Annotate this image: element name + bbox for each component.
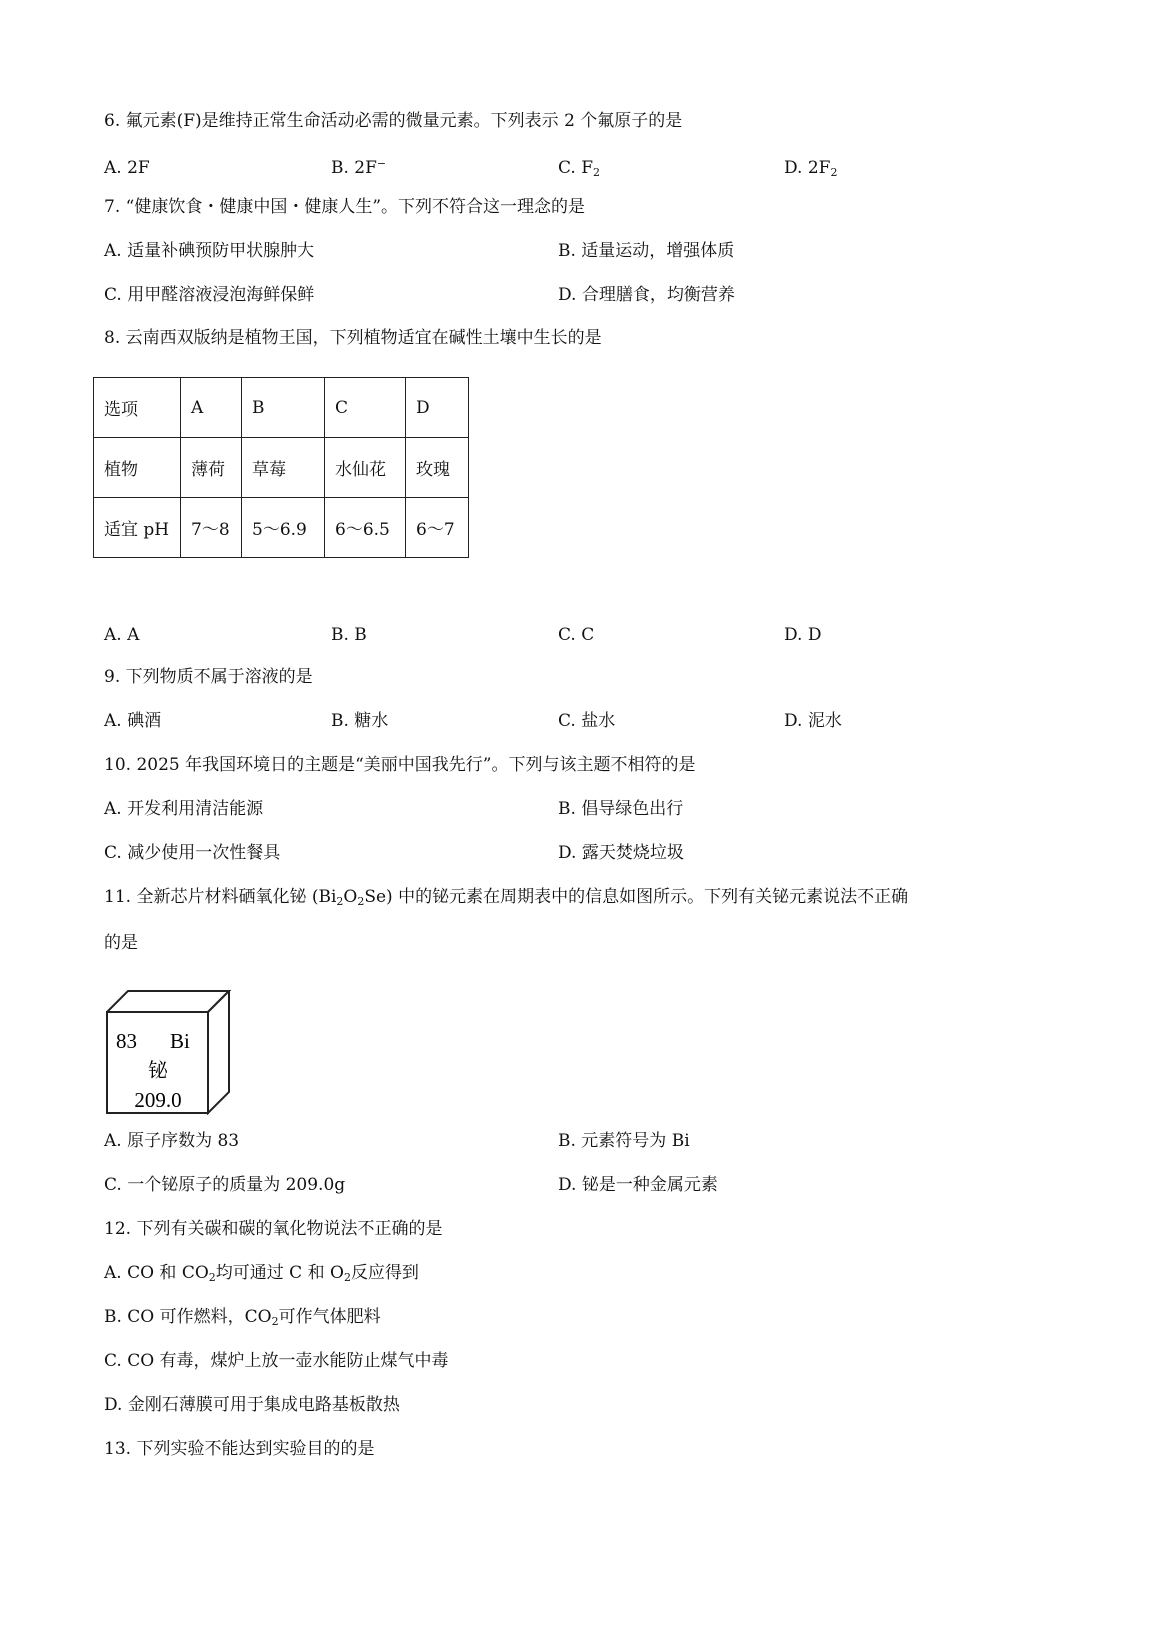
q6-option-b-sup: − [376,157,387,170]
q9-option-a: A. 碘酒 [104,711,162,731]
q6-option-d [784,158,837,178]
q12-option-a [104,1263,419,1283]
table-row [94,498,469,558]
table-cell: 5～6.9 [242,498,325,558]
q7-option-b: B. 适量运动，增强体质 [558,241,735,261]
q8-option-c: C. C [558,625,595,645]
q6-option-d-text: D. 2F [784,158,831,178]
element-mass: 209.0 [134,1088,182,1112]
table-cell: 草莓 [242,438,325,498]
q11-stem [104,887,908,907]
q6-option-d-sub: 2 [830,166,838,179]
q9-stem: 9. 下列物质不属于溶液的是 [104,667,313,687]
q11-option-d: D. 铋是一种金属元素 [558,1175,718,1195]
q11-option-c: C. 一个铋原子的质量为 209.0g [104,1175,346,1195]
q10-option-c: C. 减少使用一次性餐具 [104,843,281,863]
table-cell: 植物 [94,438,181,498]
q6-stem: 6. 氟元素(F)是维持正常生命活动必需的微量元素。下列表示 2 个氟原子的是 [104,111,683,131]
element-symbol: Bi [170,1029,190,1053]
table-cell: A [181,378,242,438]
table-cell: 水仙花 [325,438,406,498]
table-cell: 选项 [94,378,181,438]
q8-stem: 8. 云南西双版纳是植物王国，下列植物适宜在碱性土壤中生长的是 [104,328,602,348]
table-row [94,378,469,438]
q10-option-a: A. 开发利用清洁能源 [104,799,264,819]
q12-option-d: D. 金刚石薄膜可用于集成电路基板散热 [104,1395,400,1415]
q10-stem: 10. 2025 年我国环境日的主题是“美丽中国我先行”。下列与该主题不相符的是 [104,755,696,775]
q7-option-c: C. 用甲醛溶液浸泡海鲜保鲜 [104,285,315,305]
table-cell: 适宜 pH [94,498,181,558]
element-number: 83 [116,1029,137,1053]
q10-option-d: D. 露天焚烧垃圾 [558,843,684,863]
q6-option-c-sub: 2 [593,166,601,179]
q11-stem-part: O [343,887,358,907]
table-cell: B [242,378,325,438]
q7-option-a: A. 适量补碘预防甲状腺肿大 [104,241,315,261]
table-cell: 薄荷 [181,438,242,498]
q12-option-b [104,1307,381,1327]
bismuth-element-card [106,990,232,1116]
q6-option-c-text: C. F [558,158,594,178]
q11-stem-sub: 2 [336,895,344,908]
q11-option-a: A. 原子序数为 83 [104,1131,240,1151]
table-cell: 7～8 [181,498,242,558]
table-cell: 6～6.5 [325,498,406,558]
q7-stem: 7. “健康饮食・健康中国・健康人生”。下列不符合这一理念的是 [104,197,586,217]
q7-option-d: D. 合理膳食，均衡营养 [558,285,735,305]
q11-stem-line2: 的是 [104,933,138,953]
table-cell: 玫瑰 [406,438,469,498]
table-cell: C [325,378,406,438]
table-cell: D [406,378,469,438]
q12-option-b-part: 可作气体肥料 [278,1307,381,1327]
q10-option-b: B. 倡导绿色出行 [558,799,684,819]
table-cell: 6～7 [406,498,469,558]
q11-stem-part: Se) 中的铋元素在周期表中的信息如图所示。下列有关铋元素说法不正确 [364,887,909,907]
q12-option-c: C. CO 有毒，煤炉上放一壶水能防止煤气中毒 [104,1351,449,1371]
q12-option-a-sub: 2 [343,1271,351,1284]
q12-option-a-part: A. CO 和 CO [104,1263,209,1283]
q8-option-d: D. D [784,625,822,645]
q11-stem-sub: 2 [357,895,365,908]
q11-option-b: B. 元素符号为 Bi [558,1131,690,1151]
ph-table [93,377,469,558]
q12-option-a-sub: 2 [208,1271,216,1284]
q6-option-a: A. 2F [104,158,150,178]
q11-stem-part: 11. 全新芯片材料硒氧化铋 (Bi [104,887,337,907]
q12-option-b-part: B. CO 可作燃料，CO [104,1307,272,1327]
q6-option-b [331,158,386,178]
q8-option-a: A. A [104,625,140,645]
q12-stem: 12. 下列有关碳和碳的氧化物说法不正确的是 [104,1219,443,1239]
q12-option-b-sub: 2 [271,1315,279,1328]
q9-option-c: C. 盐水 [558,711,616,731]
q9-option-b: B. 糖水 [331,711,389,731]
table-row [94,438,469,498]
element-name: 铋 [148,1060,168,1082]
q6-option-b-text: B. 2F [331,158,377,178]
q8-option-b: B. B [331,625,367,645]
q13-stem: 13. 下列实验不能达到实验目的的是 [104,1439,375,1459]
q12-option-a-part: 均可通过 C 和 O [215,1263,344,1283]
q12-option-a-part: 反应得到 [350,1263,419,1283]
q9-option-d: D. 泥水 [784,711,842,731]
q6-option-c [558,158,600,178]
